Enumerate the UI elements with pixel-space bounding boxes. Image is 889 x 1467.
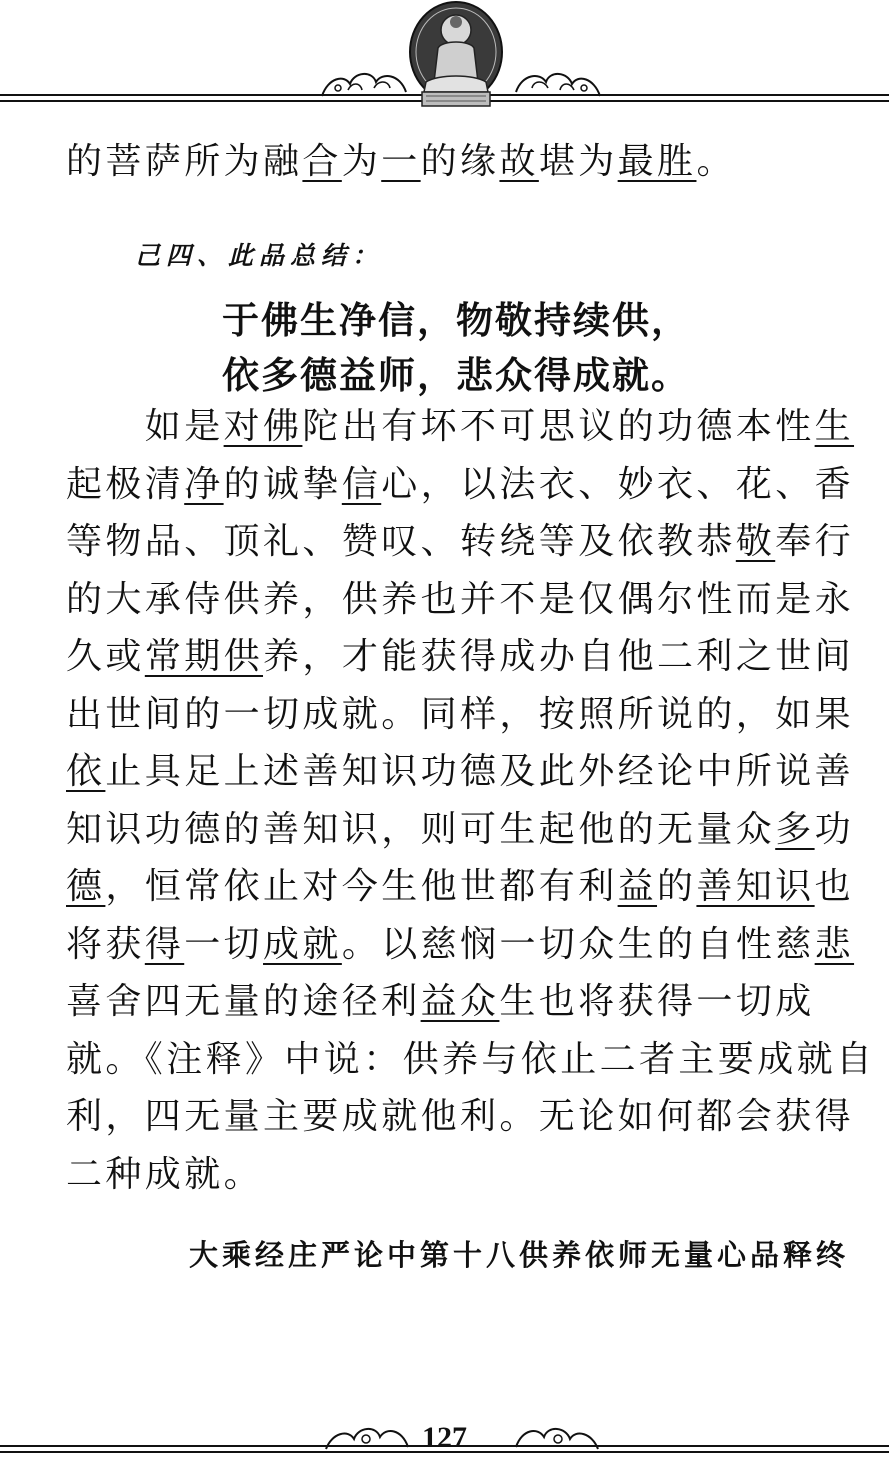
text-run: 生也将获得一切成 xyxy=(499,981,815,1022)
text-line-continuation xyxy=(66,140,736,184)
paragraph-line xyxy=(66,405,854,449)
text-run: 久或 xyxy=(66,636,145,677)
underlined-text: 得 xyxy=(144,923,185,965)
text-run: 出世间的一切成就。同样，按照所说的，如果 xyxy=(66,693,855,735)
text-run: 的 xyxy=(657,866,697,907)
chapter-closing-line: 大乘经庄严论中第十八供养依师无量心品释终 xyxy=(188,1238,849,1272)
underlined-text: 成就 xyxy=(263,923,342,965)
paragraph-line xyxy=(66,578,854,622)
underlined-text: 依 xyxy=(66,751,106,792)
verse-line-1: 于佛生净信，物敬持续供， xyxy=(222,299,690,342)
verse-line-2: 依多德益师，悲众得成就。 xyxy=(222,354,690,397)
underlined-text: 悲 xyxy=(814,923,855,965)
underlined-text: 德 xyxy=(66,866,106,907)
text-run: 一切 xyxy=(184,923,264,965)
page-number: 127 xyxy=(422,1421,467,1454)
text-run: ，恒常依止对今生他世都有利 xyxy=(105,866,618,907)
paragraph-line xyxy=(66,463,854,507)
text-run: 堪为 xyxy=(538,141,618,182)
section-subheading: 己四、此品总结： xyxy=(135,241,384,270)
underlined-text: 益 xyxy=(617,866,658,907)
text-run: 功 xyxy=(814,808,855,850)
underlined-text: 益众 xyxy=(420,981,500,1022)
underlined-text: 常期供 xyxy=(144,636,264,677)
right-cloud-ornament-icon xyxy=(512,66,604,100)
buddha-medallion-icon xyxy=(408,0,504,110)
paragraph-line xyxy=(66,1095,854,1139)
text-run: 。以慈悯一切众生的自性慈 xyxy=(341,923,815,965)
text-run: 就。《注释》中说：供养与依止二者主要成就自 xyxy=(66,1038,876,1080)
text-run: 。 xyxy=(696,141,736,182)
text-run: 起极清 xyxy=(66,463,185,505)
text-run: 喜舍四无量的途径利 xyxy=(66,981,421,1022)
underlined-text: 对佛 xyxy=(223,406,303,447)
paragraph-line xyxy=(66,750,854,794)
paragraph-line xyxy=(66,693,854,737)
page-header xyxy=(0,0,889,115)
underlined-text: 合 xyxy=(302,141,342,182)
text-run: 心，以法衣、妙衣、花、香 xyxy=(381,463,855,505)
underlined-text: 一 xyxy=(381,141,421,182)
underlined-text: 多 xyxy=(775,808,815,850)
text-run: 的菩萨所为融 xyxy=(66,141,303,182)
paragraph-line xyxy=(66,808,854,852)
underlined-text: 善知识 xyxy=(696,866,815,907)
underlined-text: 故 xyxy=(499,141,539,182)
text-run: 止具足上述善知识功德及此外经论中所说善 xyxy=(105,751,855,792)
text-run: 等物品、顶礼、赞叹、转绕等及依教恭 xyxy=(66,521,736,562)
text-run: 陀出有坏不可思议的功德本性 xyxy=(302,406,815,447)
underlined-text: 净 xyxy=(184,463,224,505)
paragraph-line xyxy=(66,980,815,1024)
underlined-text: 敬 xyxy=(735,521,776,562)
text-run: 的大承侍供养，供养也并不是仅偶尔性而是永 xyxy=(66,578,855,620)
text-run: 也 xyxy=(814,866,855,907)
underlined-text: 最胜 xyxy=(617,141,697,182)
paragraph-line xyxy=(66,635,854,679)
text-run: 二种成就。 xyxy=(66,1153,264,1195)
text-run: 奉行 xyxy=(775,521,855,562)
text-run: 知识功德的善知识，则可生起他的无量众 xyxy=(66,808,776,850)
text-run: 养，才能获得成办自他二利之世间 xyxy=(263,636,855,677)
text-run: 利，四无量主要成就他利。无论如何都会获得 xyxy=(66,1096,855,1137)
underlined-text: 信 xyxy=(341,463,382,505)
paragraph-line xyxy=(66,865,854,909)
underlined-text: 生 xyxy=(814,406,855,447)
paragraph-line xyxy=(66,1153,263,1197)
paragraph-line xyxy=(66,923,854,967)
text-run: 为 xyxy=(341,141,382,182)
paragraph-line xyxy=(66,1038,875,1082)
text-run: 如是 xyxy=(66,406,224,447)
text-run: 的诚挚 xyxy=(223,463,342,505)
paragraph-line xyxy=(66,520,854,564)
text-run: 将获 xyxy=(66,923,145,965)
left-cloud-ornament-icon xyxy=(318,66,410,100)
text-run: 的缘 xyxy=(420,141,500,182)
